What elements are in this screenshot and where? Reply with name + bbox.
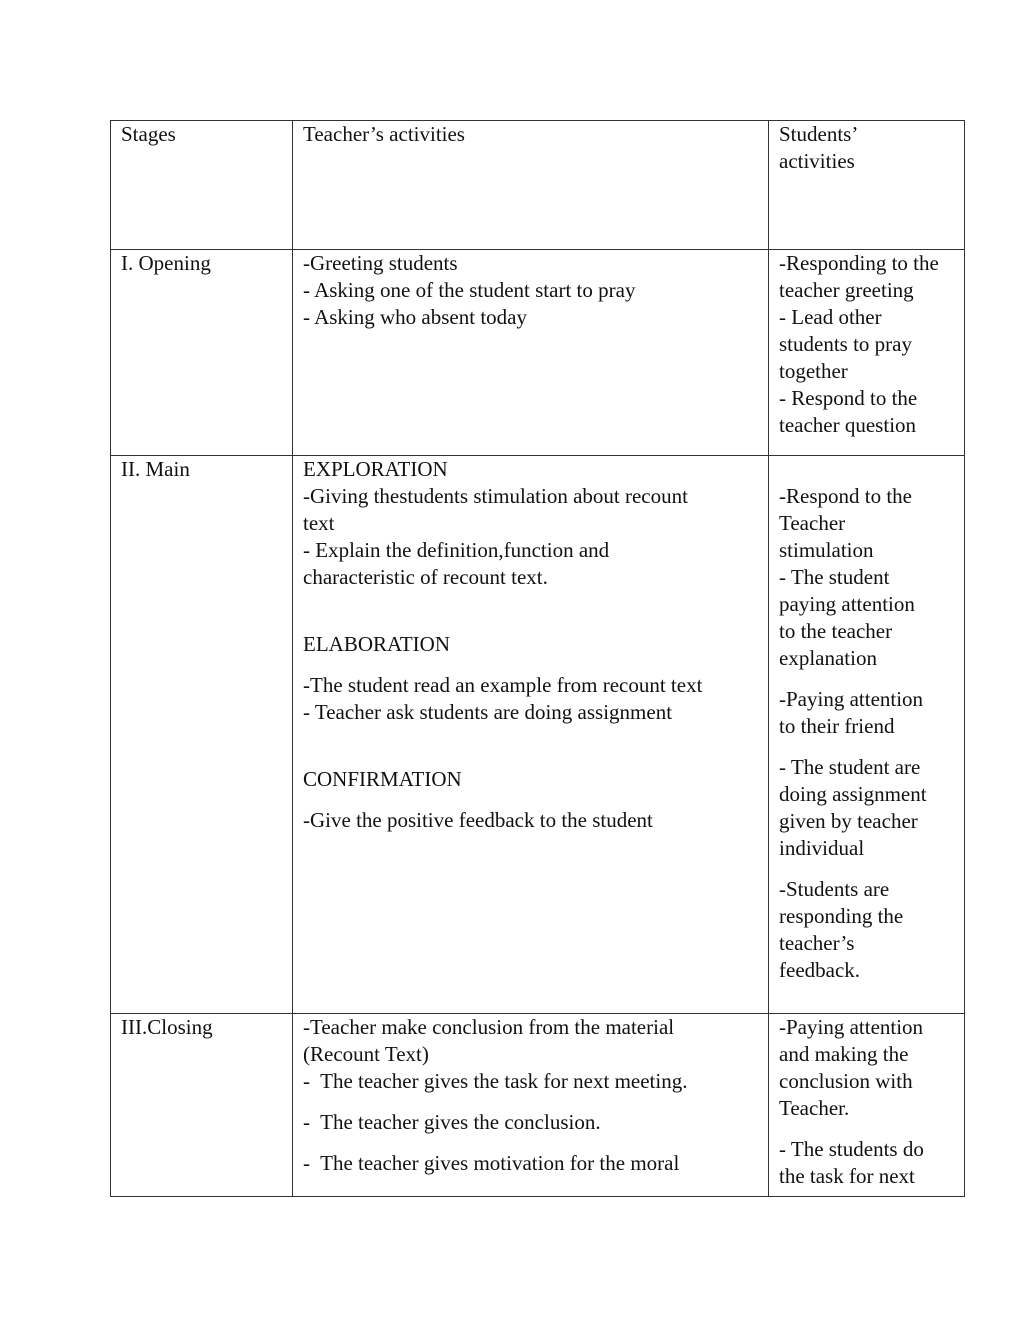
student-activity-line: teacher question — [779, 413, 917, 437]
table-header-row — [111, 121, 965, 250]
student-activity-line: to the teacher — [779, 619, 893, 643]
header-teacher-cell — [293, 121, 769, 250]
header-teacher-activities: Teacher’s activities — [303, 122, 465, 146]
student-activity-line: paying attention — [779, 592, 915, 616]
stage-cell-opening — [111, 250, 293, 456]
teacher-activity-line: - Asking who absent today — [303, 305, 527, 329]
student-activity-line: explanation — [779, 646, 877, 670]
teacher-activity-line: - Asking one of the student start to pray — [303, 278, 636, 302]
teacher-activity-line: (Recount Text) — [303, 1042, 429, 1066]
students-cell-main — [769, 456, 965, 1014]
student-activity-line: -Paying attention — [779, 1015, 924, 1039]
header-stages-cell — [111, 121, 293, 250]
student-activity-line: - Lead other — [779, 305, 882, 329]
students-cell-closing — [769, 1014, 965, 1197]
student-activity-line: - Respond to the — [779, 386, 918, 410]
student-activity-line: Teacher — [779, 511, 846, 535]
teacher-cell-main — [293, 456, 769, 1014]
student-activity-line: teacher greeting — [779, 278, 914, 302]
stage-cell-closing — [111, 1014, 293, 1197]
confirmation-heading: CONFIRMATION — [303, 767, 462, 791]
table-row-closing — [111, 1014, 965, 1197]
student-activity-line: together — [779, 359, 848, 383]
student-activity-line: to their friend — [779, 714, 895, 738]
stage-cell-main — [111, 456, 293, 1014]
student-activity-line: -Students are — [779, 877, 890, 901]
lesson-plan-table — [110, 120, 965, 1197]
stage-main: II. Main — [121, 457, 190, 481]
teacher-activity-line: -The student read an example from recount text — [303, 673, 703, 697]
teacher-activity-line: text — [303, 511, 335, 535]
teacher-cell-closing — [293, 1014, 769, 1197]
student-activity-line: stimulation — [779, 538, 874, 562]
teacher-activity-line: -Giving thestudents stimulation about recount — [303, 484, 688, 508]
teacher-cell-opening — [293, 250, 769, 456]
teacher-activity-line: - Explain the definition,function and — [303, 538, 610, 562]
student-activity-line: given by teacher — [779, 809, 918, 833]
student-activity-line: - The student — [779, 565, 890, 589]
student-activity-line: - The students do — [779, 1137, 924, 1161]
student-activity-line: the task for next — [779, 1164, 915, 1188]
teacher-activity-line: - The teacher gives the conclusion. — [303, 1110, 601, 1134]
stage-closing: III.Closing — [121, 1015, 213, 1039]
student-activity-line: teacher’s — [779, 931, 855, 955]
student-activity-line: feedback. — [779, 958, 861, 982]
header-students-cell — [769, 121, 965, 250]
student-activity-line: students to pray — [779, 332, 912, 356]
teacher-activity-line: -Teacher make conclusion from the material — [303, 1015, 675, 1039]
table-row-main — [111, 456, 965, 1014]
header-students-line: activities — [779, 149, 855, 173]
stage-opening: I. Opening — [121, 251, 211, 275]
teacher-activity-line: -Greeting students — [303, 251, 458, 275]
student-activity-line: conclusion with — [779, 1069, 913, 1093]
students-cell-opening — [769, 250, 965, 456]
teacher-activity-line: - The teacher gives the task for next meeting. — [303, 1069, 688, 1093]
student-activity-line: individual — [779, 836, 865, 860]
student-activity-line: and making the — [779, 1042, 909, 1066]
student-activity-line: -Respond to the — [779, 484, 912, 508]
table-row-opening — [111, 250, 965, 456]
header-stages: Stages — [121, 122, 176, 146]
header-students-line: Students’ — [779, 122, 859, 146]
exploration-heading: EXPLORATION — [303, 457, 448, 481]
elaboration-heading: ELABORATION — [303, 632, 450, 656]
student-activity-line: -Paying attention — [779, 687, 924, 711]
student-activity-line: Teacher. — [779, 1096, 850, 1120]
student-activity-line: doing assignment — [779, 782, 927, 806]
student-activity-line: responding the — [779, 904, 904, 928]
student-activity-line: -Responding to the — [779, 251, 939, 275]
teacher-activity-line: characteristic of recount text. — [303, 565, 548, 589]
teacher-activity-line: -Give the positive feedback to the student — [303, 808, 653, 832]
teacher-activity-line: - Teacher ask students are doing assignment — [303, 700, 673, 724]
teacher-activity-line: - The teacher gives motivation for the moral — [303, 1151, 680, 1175]
student-activity-line: - The student are — [779, 755, 921, 779]
